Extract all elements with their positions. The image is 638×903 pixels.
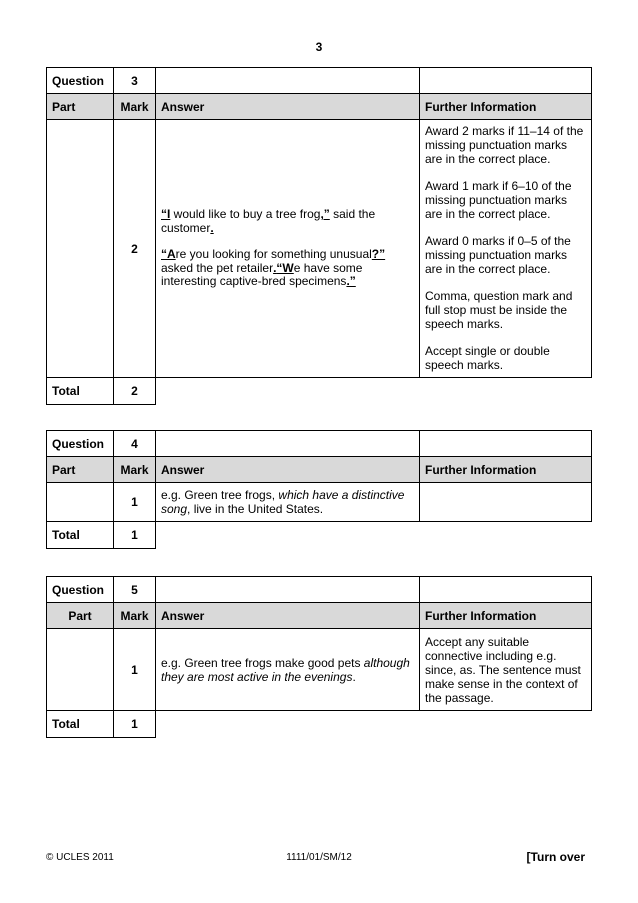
- question-number: 4: [114, 431, 156, 457]
- further-info-cell: Accept any suitable connective including e.g. since, as. The sentence must make sense in the context of the passage.: [420, 629, 592, 711]
- part-cell: [47, 629, 114, 711]
- question-3-table: [46, 67, 592, 405]
- answer-prefix: e.g. Green tree frogs,: [161, 488, 279, 502]
- further-info-line: Award 2 marks if 11–14 of the missing punctuation marks are in the correct place.: [425, 124, 584, 166]
- empty-cell: [420, 577, 592, 603]
- inserted-punctuation: .: [210, 220, 214, 235]
- inserted-punctuation: ,”: [320, 207, 330, 222]
- empty-cell: [156, 431, 420, 457]
- answer-suffix: .: [352, 669, 356, 684]
- further-info-line: Award 0 marks if 0–5 of the missing punctuation marks are in the correct place.: [425, 234, 571, 276]
- inserted-punctuation: “A: [161, 247, 176, 262]
- answer-fragment: said the customer: [161, 207, 376, 235]
- question-label: Question: [47, 68, 114, 94]
- question-label: Question: [47, 577, 114, 603]
- inserted-punctuation: ?”: [371, 247, 386, 262]
- answer-fragment: re you looking for something unusual: [175, 247, 372, 262]
- question-4-table: [46, 430, 592, 549]
- total-label: Total: [47, 522, 114, 549]
- inserted-punctuation: .: [273, 260, 277, 275]
- mark-value: 1: [114, 629, 156, 711]
- answer-suffix: , live in the United States.: [187, 502, 324, 516]
- mark-header: Mark: [114, 457, 156, 483]
- mark-header: Mark: [114, 94, 156, 120]
- inserted-punctuation: “I: [161, 207, 171, 222]
- total-value: 1: [114, 711, 156, 738]
- part-header: Part: [47, 94, 114, 120]
- answer-cell: [156, 483, 420, 522]
- empty-cell: [420, 431, 592, 457]
- total-label: Total: [47, 711, 114, 738]
- answer-fragment: would like to buy a tree frog: [170, 207, 321, 222]
- mark-value: 1: [114, 483, 156, 522]
- answer-fragment: asked the pet retailer: [161, 260, 274, 275]
- total-value: 1: [114, 522, 156, 549]
- mark-header: Mark: [114, 603, 156, 629]
- question-5-table: [46, 576, 592, 738]
- empty-cell: [420, 68, 592, 94]
- answer-paragraph-1: [161, 208, 414, 235]
- question-label: Question: [47, 431, 114, 457]
- paper-code: 1111/01/SM/12: [286, 852, 352, 863]
- answer-paragraph-2: [161, 248, 414, 289]
- answer-cell: [156, 120, 420, 378]
- empty-cell: [156, 577, 420, 603]
- answer-cell: [156, 629, 420, 711]
- answer-header: Answer: [156, 603, 420, 629]
- total-value: 2: [114, 378, 156, 405]
- turn-over-text: [Turn over: [526, 850, 585, 864]
- mark-value: 2: [114, 120, 156, 378]
- part-header: Part: [47, 603, 114, 629]
- empty-cell: [156, 68, 420, 94]
- further-info-line: Comma, question mark and full stop must be inside the speech marks.: [425, 289, 573, 331]
- part-cell: [47, 120, 114, 378]
- question-number: 5: [114, 577, 156, 603]
- answer-italic: although they are most active in the evenings: [161, 655, 410, 684]
- further-info-header: Further Information: [420, 603, 592, 629]
- answer-text: [161, 208, 414, 289]
- answer-header: Answer: [156, 457, 420, 483]
- answer-italic: which have a distinctive song: [161, 488, 405, 516]
- part-cell: [47, 483, 114, 522]
- further-info-cell: [420, 483, 592, 522]
- total-label: Total: [47, 378, 114, 405]
- further-info-line: Accept single or double speech marks.: [425, 344, 550, 372]
- inserted-punctuation: .”: [346, 274, 356, 289]
- answer-prefix: e.g. Green tree frogs make good pets: [161, 655, 364, 670]
- page-number: 3: [315, 40, 323, 54]
- further-info-header: Further Information: [420, 94, 592, 120]
- part-header: Part: [47, 457, 114, 483]
- further-info-header: Further Information: [420, 457, 592, 483]
- further-info-line: Award 1 mark if 6–10 of the missing punctuation marks are in the correct place.: [425, 179, 572, 221]
- answer-header: Answer: [156, 94, 420, 120]
- copyright-text: © UCLES 2011: [46, 852, 114, 863]
- question-number: 3: [114, 68, 156, 94]
- further-info-cell: [420, 120, 592, 378]
- answer-fragment: e have some interesting captive-bred specimens: [161, 260, 363, 289]
- inserted-punctuation: “W: [276, 260, 294, 275]
